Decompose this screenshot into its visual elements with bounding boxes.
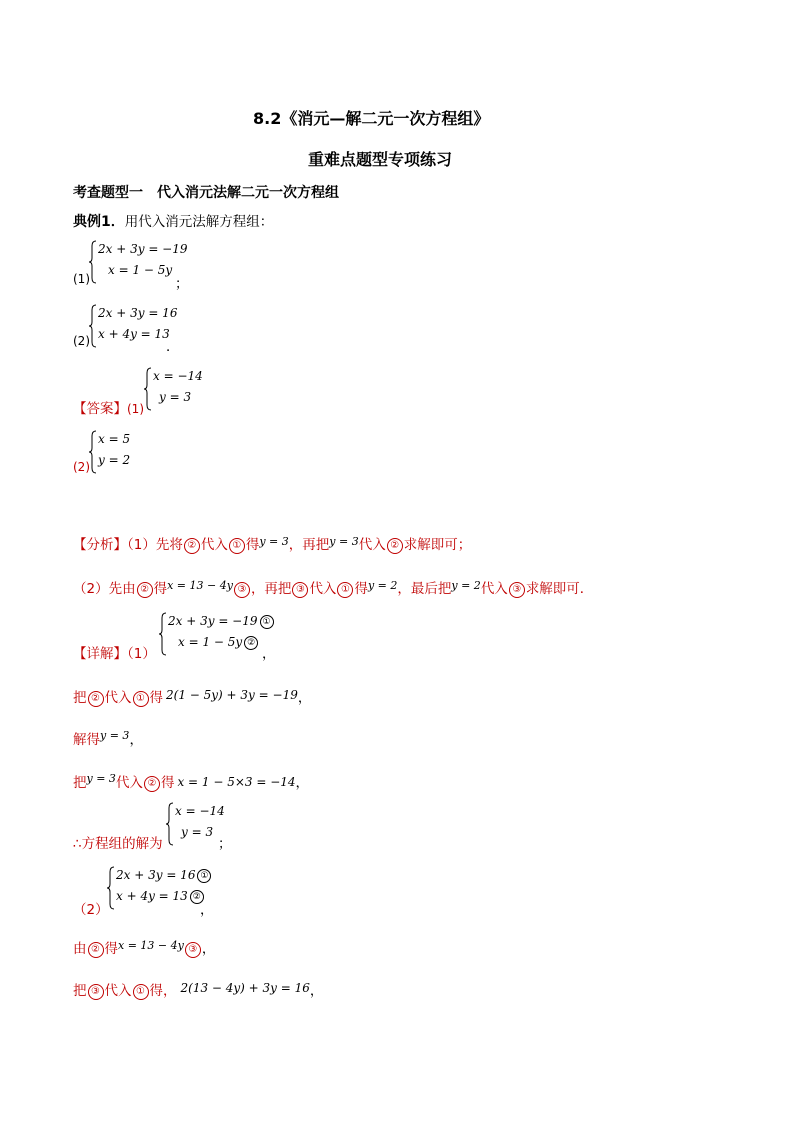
analysis-text: 得 <box>245 537 260 553</box>
detail-solution-system <box>165 802 225 846</box>
analysis-text: 求解即可； <box>403 537 472 553</box>
answer-2-eq1: x = 5 <box>98 432 131 446</box>
analysis-text: （1）先将 <box>127 537 183 553</box>
detail-text: 由 <box>73 941 87 957</box>
detail-2-punct: ， <box>200 902 214 918</box>
detail-1-label: （1） <box>127 646 156 662</box>
answer-2-system <box>88 430 158 474</box>
math-inline: x = 1 − 5×3 = −14 <box>177 775 296 789</box>
circled-2: ② <box>190 890 204 904</box>
detail-solution-eq2: y = 3 <box>181 825 214 839</box>
detail-text: 得 <box>149 690 163 706</box>
detail-punct: ， <box>295 775 310 791</box>
math-inline: 2(1 − 5y) + 3y = −19 <box>166 688 298 702</box>
detail-text: 得 <box>104 941 118 957</box>
math-inline: y = 3 <box>259 535 289 548</box>
problem-1-eq1: 2x + 3y = −19 <box>98 242 188 256</box>
analysis-text: 得 <box>153 581 168 597</box>
detail-text: 把 <box>73 690 87 706</box>
detail-solution-eq1: x = −14 <box>175 804 225 818</box>
brace-icon <box>88 430 98 474</box>
problem-1-punct: ； <box>175 276 189 292</box>
circled-1: ① <box>260 615 274 629</box>
analysis-text: ，最后把 <box>397 581 452 597</box>
detail-step-3 <box>73 771 309 792</box>
circled-1: ① <box>197 869 211 883</box>
circled-1: ① <box>229 538 245 554</box>
circled-3: ③ <box>234 582 250 598</box>
detail-2-eq2-text: x + 4y = 13 <box>116 889 188 903</box>
detail-label: 【详解】 <box>73 646 127 662</box>
answer-1-eq2: y = 3 <box>159 390 192 404</box>
detail-1-eq2-text: x = 1 − 5y <box>178 635 243 649</box>
brace-icon <box>106 866 116 910</box>
circled-2: ② <box>88 691 104 707</box>
analysis-text: ，再把 <box>288 537 330 553</box>
brace-icon <box>88 304 98 348</box>
detail-punct: ， <box>297 690 312 706</box>
circled-1: ① <box>133 691 149 707</box>
analysis-text: （2）先由 <box>73 581 136 597</box>
page-subtitle: 重难点题型专项练习 <box>308 150 453 169</box>
math-inline: y = 3 <box>86 772 116 785</box>
answer-2-label: (2) <box>73 460 90 474</box>
math-inline: y = 3 <box>329 535 359 548</box>
circled-2: ② <box>244 636 258 650</box>
detail-step-4-punct: ； <box>218 836 232 852</box>
detail-step-6 <box>73 979 323 1000</box>
circled-2: ② <box>387 538 403 554</box>
math-inline: y = 2 <box>451 579 481 592</box>
detail-text: 代入 <box>104 690 132 706</box>
problem-1-label: (1) <box>73 272 90 286</box>
detail-text: 把 <box>73 983 87 999</box>
answer-2-eq2: y = 2 <box>98 453 131 467</box>
brace-icon <box>143 367 153 411</box>
detail-1-eq2 <box>178 635 258 650</box>
detail-2-eq1-text: 2x + 3y = 16 <box>116 868 196 882</box>
analysis-text: 代入 <box>358 537 386 553</box>
detail-1-punct: ， <box>262 646 276 662</box>
detail-1-eq1 <box>168 614 274 629</box>
circled-2: ② <box>137 582 153 598</box>
analysis-text: 代入 <box>309 581 337 597</box>
problem-2-eq2: x + 4y = 13 <box>98 327 170 341</box>
analysis-line-1 <box>73 533 471 554</box>
analysis-text: 代入 <box>480 581 508 597</box>
math-inline: y = 3 <box>100 729 130 742</box>
brace-icon <box>88 240 98 284</box>
example-line <box>73 210 273 231</box>
detail-text: 解得 <box>73 732 100 748</box>
circled-2: ② <box>88 942 104 958</box>
detail-text: 得 <box>160 775 175 791</box>
detail-step-4: ∴方程组的解为 <box>73 836 163 852</box>
detail-step-2 <box>73 728 143 748</box>
detail-1-system <box>158 612 271 656</box>
analysis-line-2 <box>73 577 593 598</box>
example-prompt: 用代入消元法解方程组： <box>124 214 274 230</box>
answer-label-line <box>73 397 144 417</box>
detail-text: 得， <box>149 983 177 999</box>
problem-2-punct: ． <box>166 339 180 355</box>
math-inline: x = 13 − 4y <box>118 939 184 952</box>
page-title: 8.2《消元—解二元一次方程组》 <box>253 109 490 128</box>
detail-punct: ， <box>309 983 324 999</box>
detail-text: 代入 <box>104 983 132 999</box>
analysis-text: 得 <box>354 581 368 597</box>
detail-2-eq1 <box>116 868 211 883</box>
analysis-text: 代入 <box>200 537 228 553</box>
analysis-label: 【分析】 <box>73 537 127 553</box>
section-heading: 考查题型一 代入消元法解二元一次方程组 <box>73 185 339 201</box>
analysis-text: 求解即可． <box>525 581 594 597</box>
detail-text: 把 <box>73 775 87 791</box>
detail-label-line <box>73 642 156 662</box>
circled-1: ① <box>337 582 353 598</box>
answer-label: 【答案】 <box>73 401 127 417</box>
circled-3: ③ <box>509 582 525 598</box>
circled-1: ① <box>133 984 149 1000</box>
math-inline: x = 13 − 4y <box>167 579 233 592</box>
circled-3: ③ <box>185 942 201 958</box>
brace-icon <box>158 612 168 656</box>
brace-icon <box>165 802 175 846</box>
answer-1-eq1: x = −14 <box>153 369 203 383</box>
detail-1-eq1-text: 2x + 3y = −19 <box>168 614 258 628</box>
detail-2-eq2 <box>116 889 204 904</box>
problem-2-label: (2) <box>73 334 90 348</box>
example-label: 典例1． <box>73 214 125 230</box>
math-inline: 2(13 − 4y) + 3y = 16 <box>180 981 310 995</box>
detail-punct: ， <box>201 941 216 957</box>
answer-1-system <box>143 367 213 411</box>
detail-text: 代入 <box>115 775 143 791</box>
problem-2-system <box>88 304 198 348</box>
problem-2-eq1: 2x + 3y = 16 <box>98 306 178 320</box>
detail-step-5 <box>73 937 215 958</box>
analysis-text: ，再把 <box>250 581 292 597</box>
detail-2-label: （2） <box>73 902 109 918</box>
circled-2: ② <box>184 538 200 554</box>
circled-3: ③ <box>88 984 104 1000</box>
math-inline: y = 2 <box>367 579 398 592</box>
answer-1-label: (1) <box>127 402 144 416</box>
circled-2: ② <box>144 776 160 792</box>
circled-3: ③ <box>292 582 308 598</box>
detail-punct: ， <box>129 732 143 748</box>
detail-step-1 <box>73 686 311 707</box>
problem-1-eq2: x = 1 − 5y <box>108 263 173 277</box>
